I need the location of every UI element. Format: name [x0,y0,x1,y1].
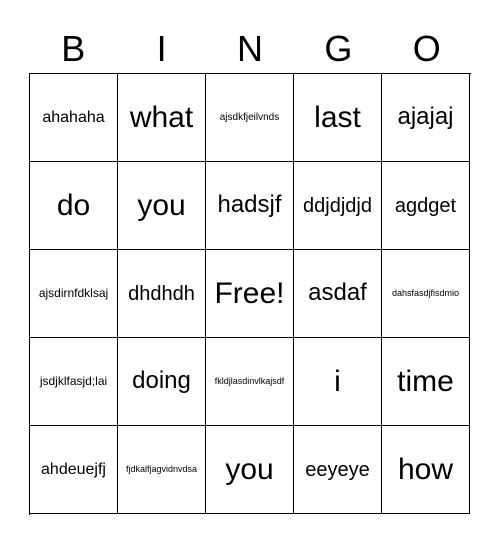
header-letter-b: B [61,28,86,69]
header-letter-o: O [412,28,441,69]
bingo-cell: ajajaj [382,74,470,162]
bingo-cell: ahahaha [30,74,118,162]
bingo-header [29,24,471,74]
bingo-cell: agdget [382,162,470,250]
bingo-cell: hadsjf [206,162,294,250]
bingo-cell: ahdeuejfj [30,426,118,514]
bingo-cell: fjdkalfjagvidnvdsa [118,426,206,514]
free-space-cell: Free! [206,250,294,338]
header-letter-i: I [156,28,167,69]
bingo-cell: doing [118,338,206,426]
header-letter-g: G [324,28,353,69]
bingo-cell: fkldjlasdinvlkajsdf [206,338,294,426]
bingo-cell: ajsdkfjeilvnds [206,74,294,162]
bingo-cell: dahsfasdjfisdmio [382,250,470,338]
bingo-cell: ddjdjdjd [294,162,382,250]
bingo-cell: what [118,74,206,162]
bingo-board [29,73,471,515]
bingo-cell: you [118,162,206,250]
bingo-cell: time [382,338,470,426]
bingo-cell: you [206,426,294,514]
header-letter-n: N [236,28,263,69]
bingo-cell: how [382,426,470,514]
bingo-cell: jsdjklfasjd;lai [30,338,118,426]
bingo-cell: i [294,338,382,426]
bingo-cell: ajsdirnfdklsaj [30,250,118,338]
bingo-cell: dhdhdh [118,250,206,338]
bingo-cell: eeyeye [294,426,382,514]
bingo-cell: do [30,162,118,250]
bingo-cell: last [294,74,382,162]
bingo-cell: asdaf [294,250,382,338]
